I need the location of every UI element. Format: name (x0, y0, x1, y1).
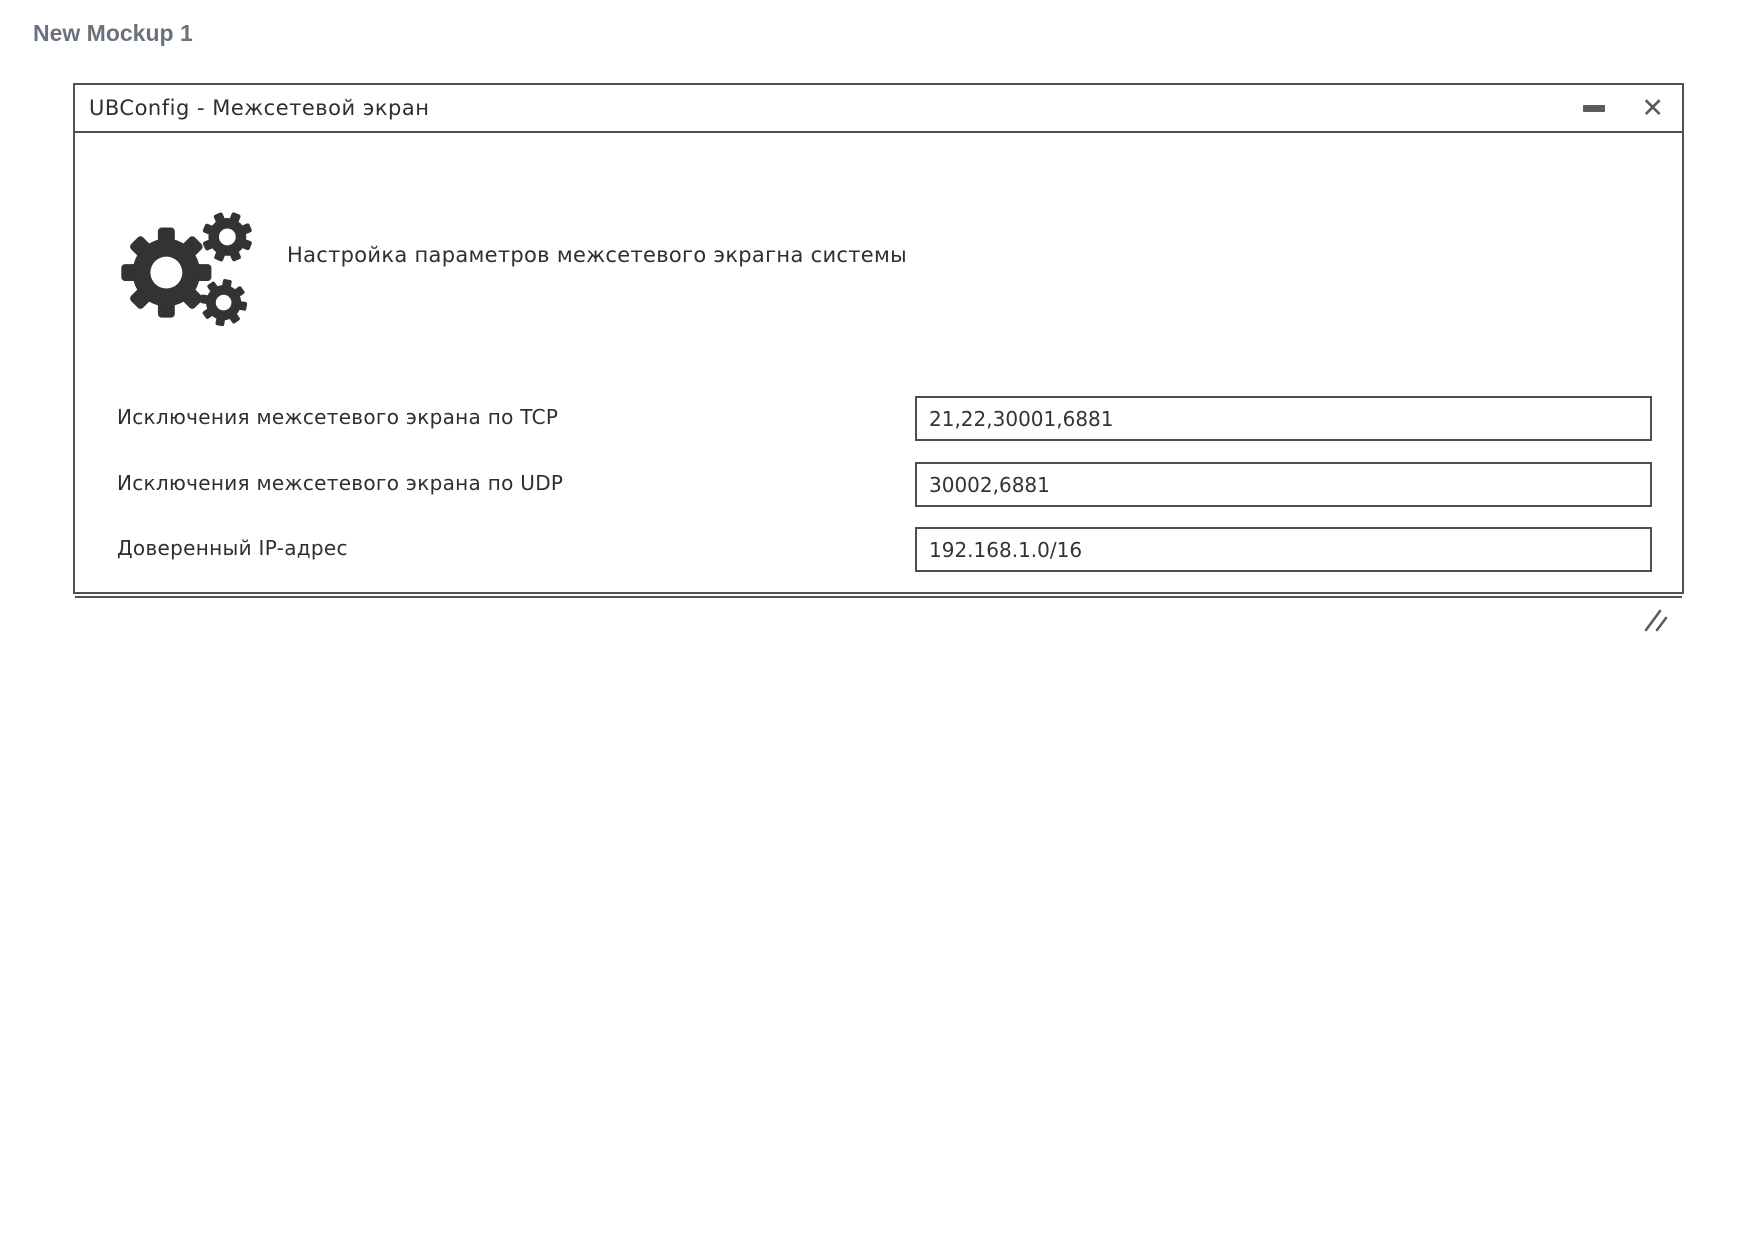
tcp-exceptions-label: Исключения межсетевого экрана по TCP (117, 405, 559, 429)
minimize-icon (1583, 105, 1605, 112)
window-titlebar[interactable] (75, 85, 1682, 133)
udp-exceptions-label: Исключения межсетевого экрана по UDP (117, 471, 564, 495)
ubconfig-window (73, 83, 1684, 594)
page-title: New Mockup 1 (33, 20, 193, 46)
window-controls (1581, 85, 1664, 131)
udp-exceptions-input[interactable] (915, 462, 1652, 507)
minimize-button[interactable] (1581, 85, 1607, 131)
window-content (75, 133, 1682, 640)
gears-icon (111, 205, 263, 331)
tcp-exceptions-input[interactable] (915, 396, 1652, 441)
window-statusbar (75, 596, 1682, 640)
resize-grip-icon[interactable] (1642, 608, 1672, 634)
window-title: UBConfig - Межсетевой экран (89, 96, 430, 120)
close-button[interactable]: ✕ (1641, 92, 1664, 124)
dialog-description: Настройка параметров межсетевого экрагна системы (287, 243, 908, 267)
trusted-ip-input[interactable] (915, 527, 1652, 572)
trusted-ip-label: Доверенный IP-адрес (117, 536, 348, 560)
